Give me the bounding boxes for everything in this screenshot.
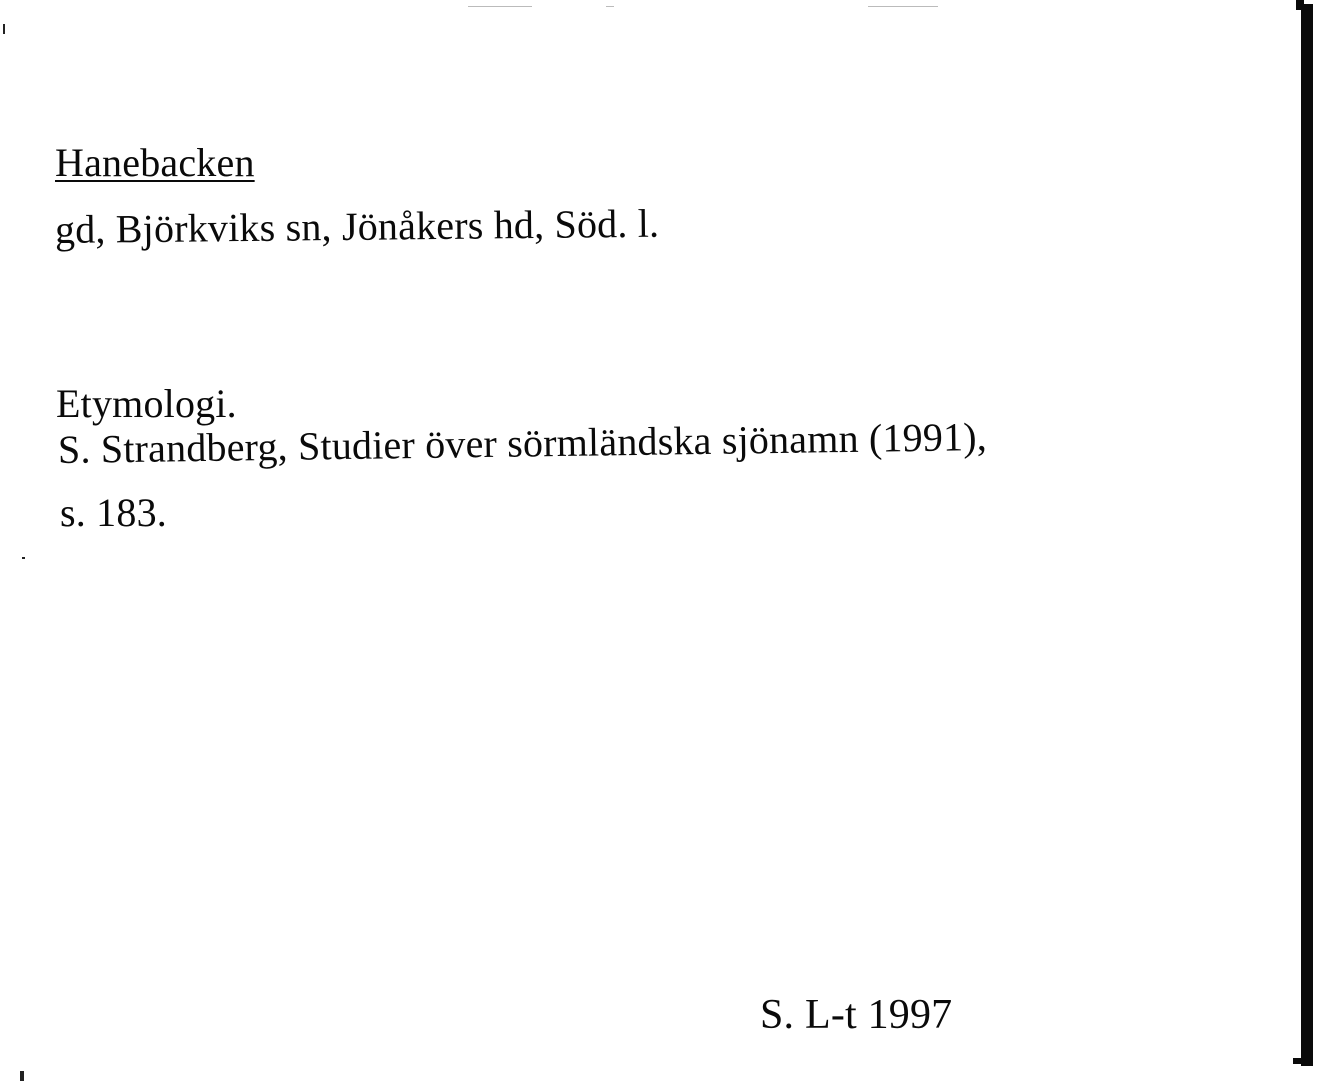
reference-line-1: S. Strandberg, Studier över sörmländska sjönamn (1991), bbox=[57, 414, 988, 472]
card-edge-corner-bottom bbox=[1293, 1058, 1305, 1064]
scan-speck bbox=[22, 557, 25, 559]
location-line: gd, Björkviks sn, Jönåkers hd, Söd. l. bbox=[54, 200, 660, 252]
scan-speck bbox=[3, 24, 5, 34]
scan-speck bbox=[20, 1071, 24, 1081]
scan-noise bbox=[606, 6, 614, 7]
reference-line-2: s. 183. bbox=[60, 490, 167, 535]
card-edge-corner-top bbox=[1296, 0, 1304, 10]
card-edge-border bbox=[1301, 4, 1313, 1066]
etymology-heading: Etymologi. bbox=[56, 381, 237, 426]
signature: S. L-t 1997 bbox=[760, 992, 953, 1038]
headword: Hanebacken bbox=[55, 140, 255, 185]
scan-noise bbox=[468, 6, 532, 7]
scan-noise bbox=[868, 6, 938, 7]
